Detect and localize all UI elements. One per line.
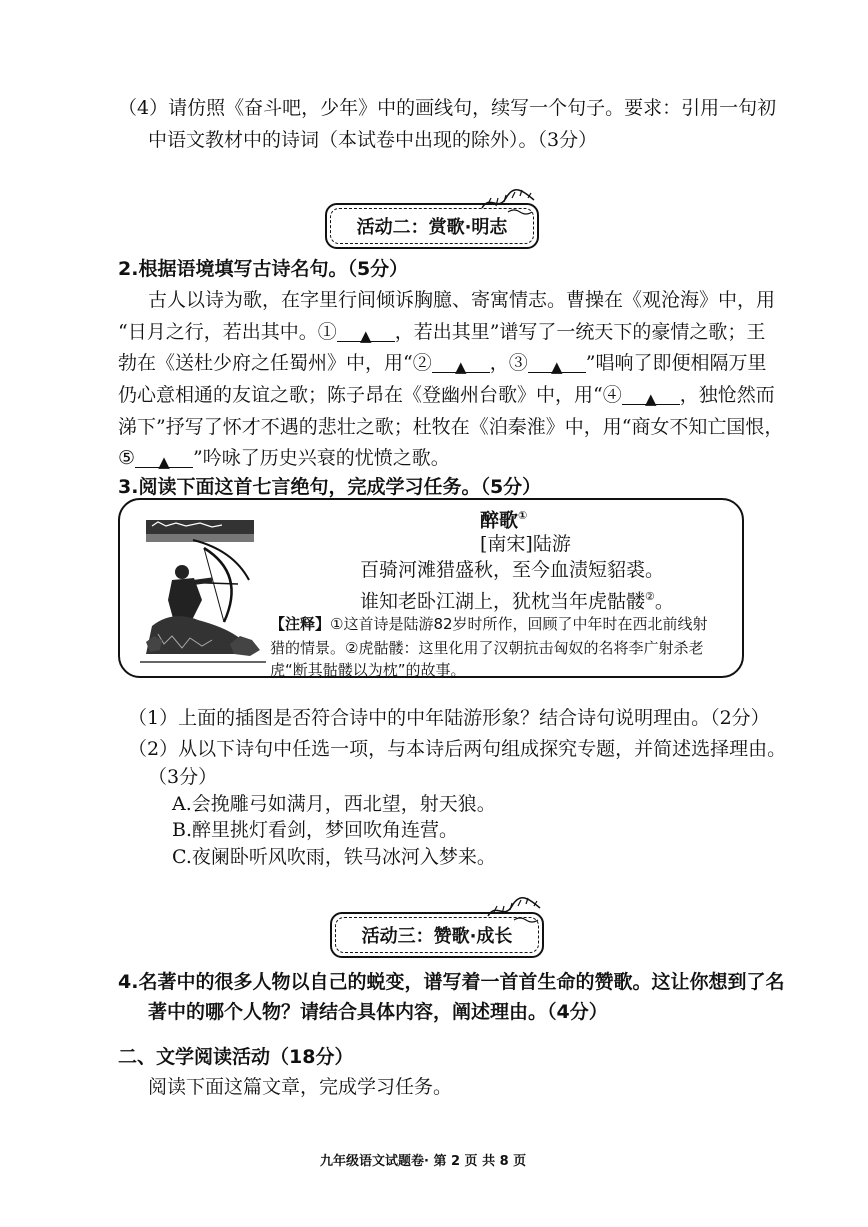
q3-sub1: （1）上面的插图是否符合诗中的中年陆游形象？结合诗句说明理由。（2分）: [128, 707, 770, 729]
q4-line1: 4.名著中的很多人物以自己的蜕变，谱写着一首首生命的赞歌。这让你想到了名: [118, 971, 785, 993]
q4-line2: 著中的哪个人物？请结合具体内容，阐述理由。（4分）: [148, 1001, 608, 1023]
poem-author: [南宋]陆游: [480, 533, 571, 555]
q3-sub2-line2: （3分）: [148, 766, 218, 788]
archer-illustration: [138, 514, 268, 666]
q3-option-c: C.夜阑卧听风吹雨，铁马冰河入梦来。: [172, 846, 496, 868]
poem-verse-2: 谁知老卧江湖上，犹枕当年虎骷髅②。: [360, 590, 674, 613]
q2-text-line6: ⑤ ▲ ”吟咏了历史兴衰的忧愤之歌。: [118, 447, 450, 471]
poem-box: [118, 498, 744, 678]
section2-intro: 阅读下面这篇文章，完成学习任务。: [148, 1076, 453, 1098]
activity2-title: 活动二：赏歌·明志: [330, 208, 534, 244]
poem-note-1: 【注释】①这首诗是陆游82岁时所作，回顾了中年时在西北前线射: [270, 615, 708, 633]
q2-text-line4: 仍心意相通的友谊之歌；陈子昂在《登幽州台歌》中，用“④ ▲ ，独怆然而: [118, 384, 775, 408]
q2-text-line3: 勃在《送杜少府之任蜀州》中，用“② ▲ ，③ ▲ ”唱响了即便相隔万里: [118, 352, 767, 376]
section2-heading: 二、文学阅读活动（18分）: [118, 1046, 354, 1068]
answer-blank-3[interactable]: ▲: [528, 352, 586, 373]
answer-blank-5[interactable]: ▲: [135, 447, 193, 468]
q3-option-a: A.会挽雕弓如满月，西北望，射天狼。: [172, 793, 496, 815]
q1-4-line2: 中语文教材中的诗词（本试卷中出现的除外）。（3分）: [148, 129, 598, 151]
flourish-icon: [478, 186, 538, 218]
answer-blank-1[interactable]: ▲: [337, 321, 395, 342]
q1-4-line1: （4）请仿照《奋斗吧，少年》中的画线句，续写一个句子。要求：引用一句初: [118, 97, 777, 119]
q2-text-line1: 古人以诗为歌，在字里行间倾诉胸臆、寄寓情志。曹操在《观沧海》中，用: [148, 289, 776, 311]
poem-note-3: 虎“断其骷髅以为枕”的故事。: [270, 661, 466, 679]
q3-option-b: B.醉里挑灯看剑，梦回吹角连营。: [172, 819, 459, 841]
answer-blank-4[interactable]: ▲: [622, 384, 680, 405]
q2-text-line2: “日月之行，若出其中。① ▲ ，若出其里”谱写了一统天下的豪情之歌；王: [118, 321, 766, 345]
activity3-title: 活动三：赞歌·成长: [335, 917, 539, 953]
q2-heading: 2.根据语境填写古诗名句。（5分）: [118, 258, 409, 280]
flourish-icon: [484, 892, 544, 926]
q2-text-line5: 涕下”抒写了怀才不遇的悲壮之歌；杜牧在《泊秦淮》中，用“商女不知亡国恨，: [118, 416, 784, 438]
poem-note-2: 猎的情景。②虎骷髅：这里化用了汉朝抗击匈奴的名将李广射杀老: [270, 639, 704, 657]
q3-heading: 3.阅读下面这首七言绝句，完成学习任务。（5分）: [118, 476, 542, 498]
answer-blank-2[interactable]: ▲: [432, 352, 490, 373]
q3-sub2-line1: （2）从以下诗句中任选一项，与本诗后两句组成探究专题，并简述选择理由。: [128, 738, 787, 760]
poem-title: 醉歌①: [480, 509, 528, 532]
poem-verse-1: 百骑河滩猎盛秋，至今血渍短貂裘。: [360, 559, 665, 581]
page-footer: 九年级语文试题卷· 第 2 页 共 8 页: [320, 1154, 527, 1169]
